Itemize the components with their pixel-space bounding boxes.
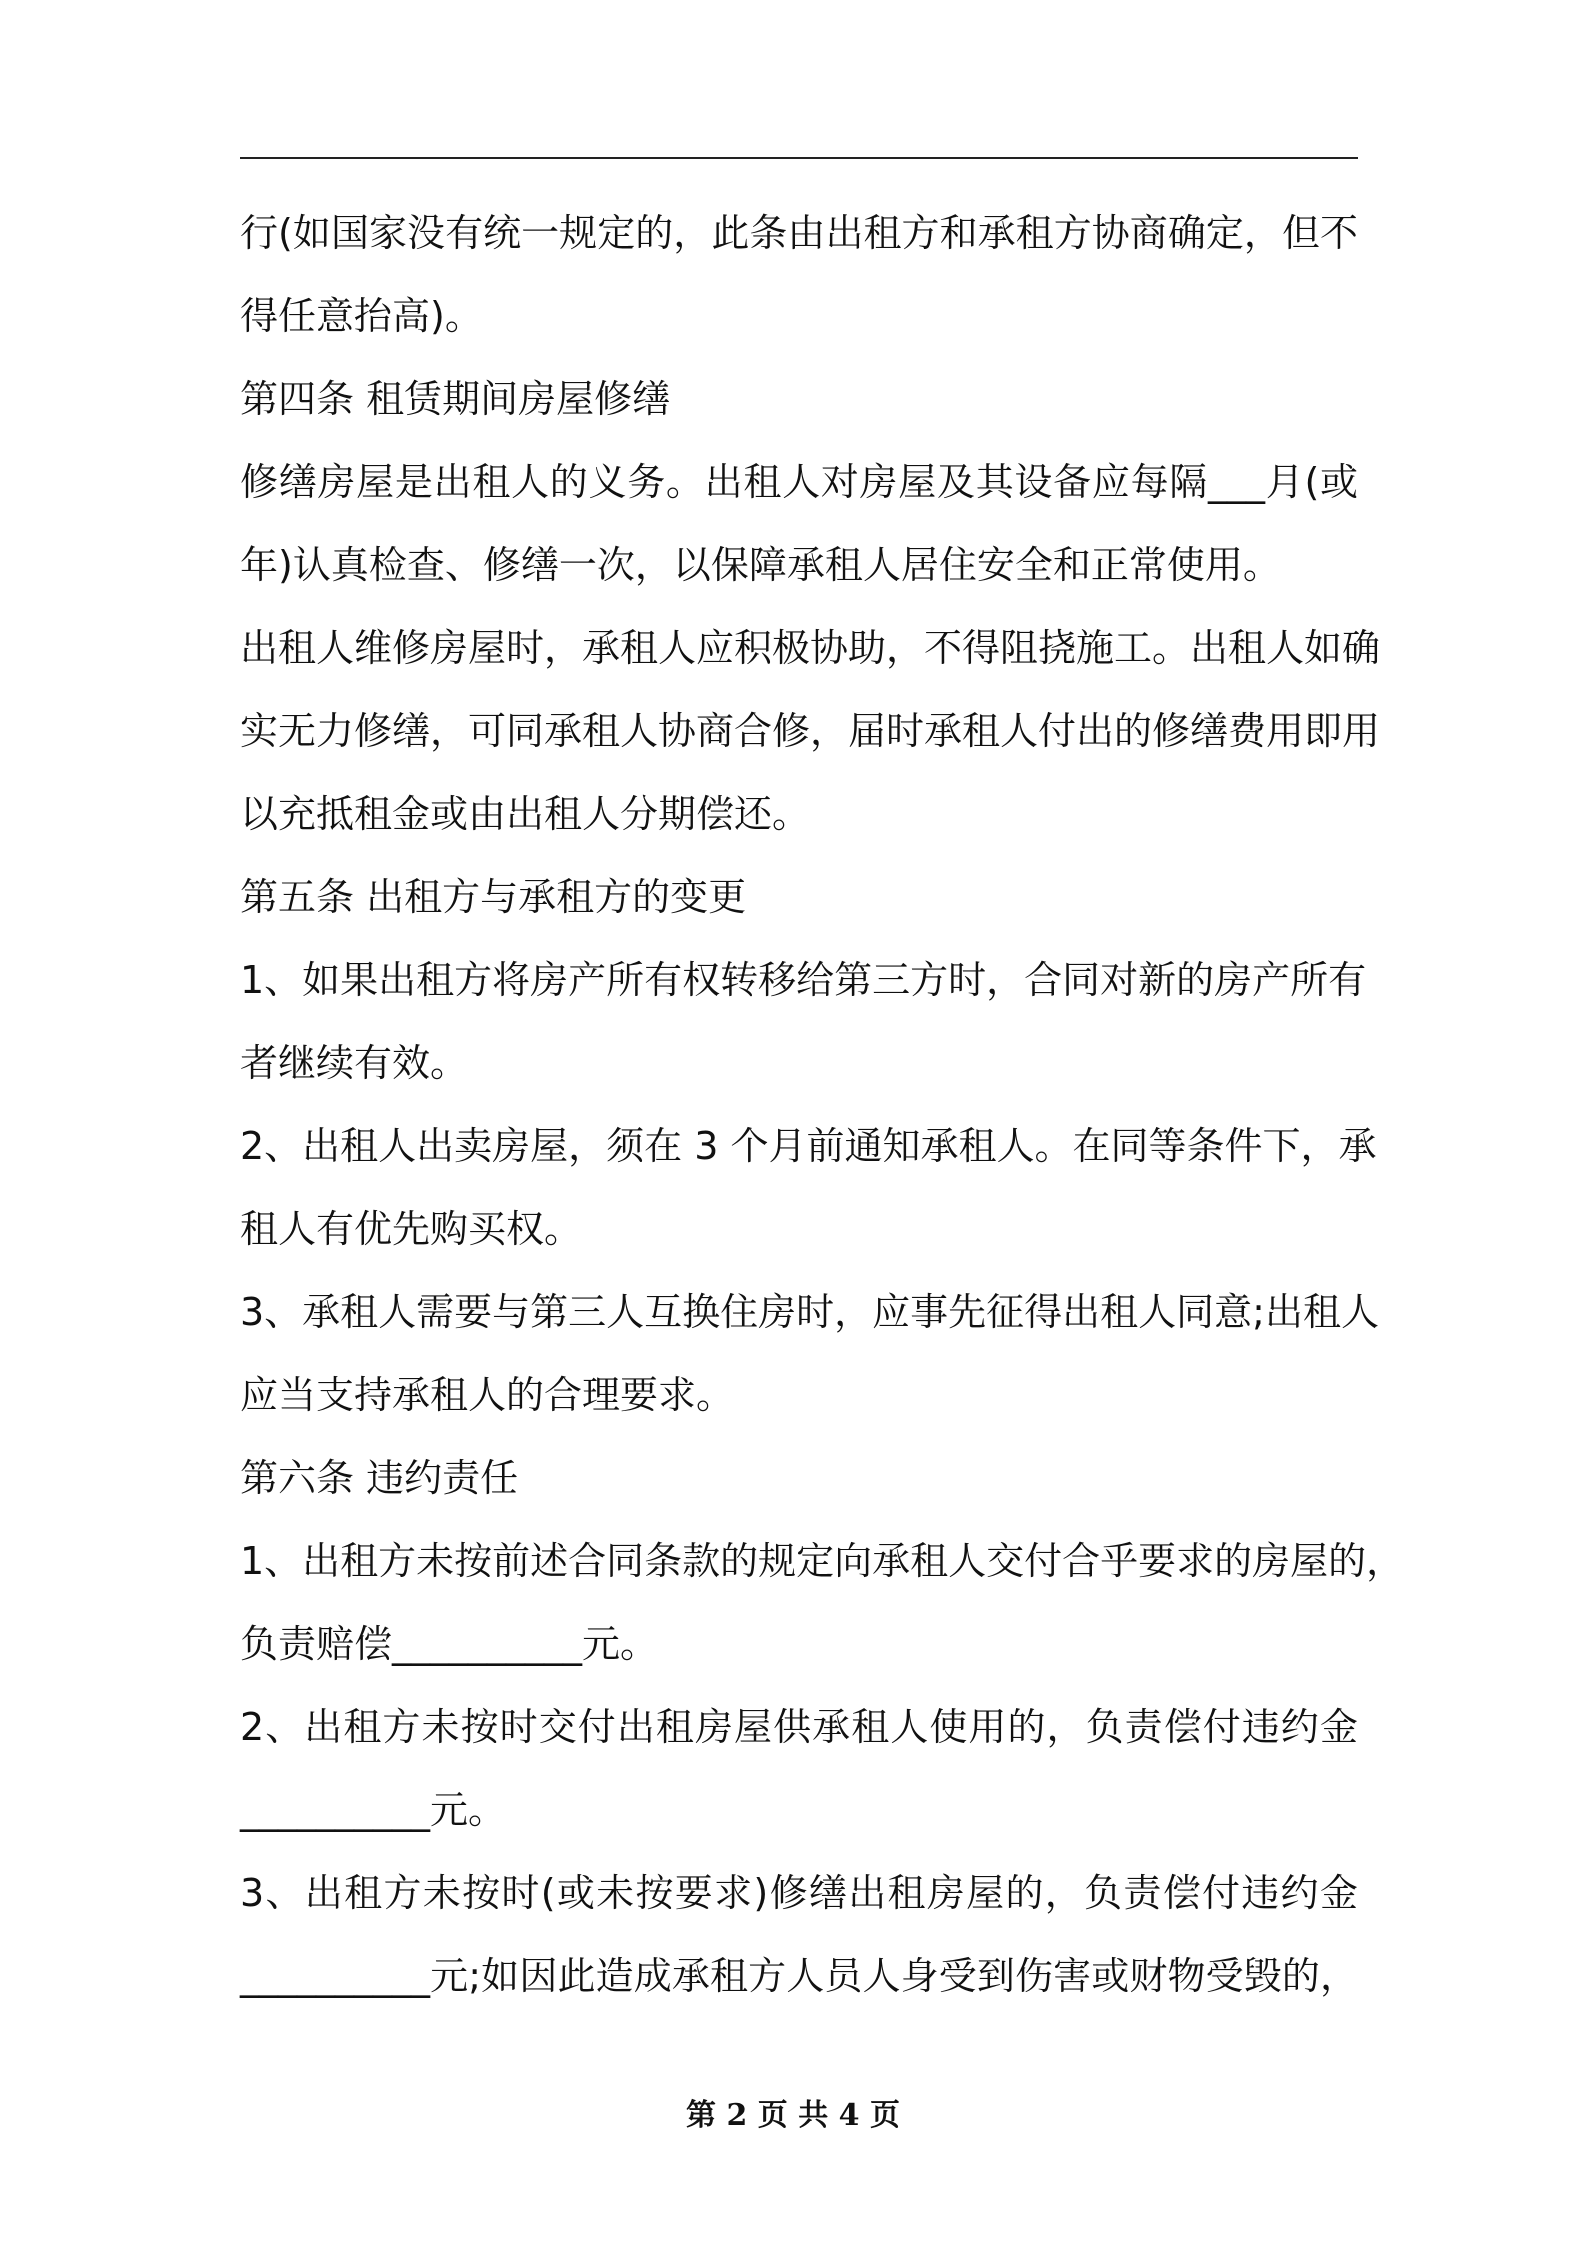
- text-line: 1、出租方未按前述合同条款的规定向承租人交付合乎要求的房屋的，: [240, 1539, 1405, 1583]
- document-body: [240, 192, 1405, 2018]
- text-line: 出租人维修房屋时，承租人应积极协助，不得阻挠施工。出租人如确: [240, 626, 1381, 670]
- text-line: 应当支持承租人的合理要求。: [240, 1373, 735, 1417]
- text-line: 年)认真检查、修缮一次，以保障承租人居住安全和正常使用。: [240, 543, 1281, 587]
- text-line: __________元;如因此造成承租方人员人身受到伤害或财物受毁的，: [240, 1954, 1358, 1998]
- text-line: 修缮房屋是出租人的义务。出租人对房屋及其设备应每隔___月(或: [240, 460, 1358, 504]
- header-rule: [240, 157, 1358, 159]
- section-heading: 第五条 出租方与承租方的变更: [240, 875, 747, 919]
- page-number: 第 2 页 共 4 页: [686, 2098, 900, 2133]
- text-line: 得任意抬高)。: [240, 294, 483, 338]
- text-line: 2、出租方未按时交付出租房屋供承租人使用的，负责偿付违约金: [240, 1705, 1358, 1749]
- text-line: 负责赔偿__________元。: [240, 1622, 659, 1666]
- text-line: 1、如果出租方将房产所有权转移给第三方时，合同对新的房产所有: [240, 958, 1367, 1002]
- text-line: 以充抵租金或由出租人分期偿还。: [240, 792, 811, 836]
- text-line: 行(如国家没有统一规定的，此条由出租方和承租方协商确定，但不: [240, 211, 1358, 255]
- text-line: 租人有优先购买权。: [240, 1207, 583, 1251]
- section-heading: 第六条 违约责任: [240, 1456, 519, 1500]
- text-line: __________元。: [240, 1788, 507, 1832]
- text-line: 3、出租方未按时(或未按要求)修缮出租房屋的，负责偿付违约金: [240, 1871, 1358, 1915]
- section-heading: 第四条 租赁期间房屋修缮: [240, 377, 671, 421]
- text-line: 2、出租人出卖房屋，须在 3 个月前通知承租人。在同等条件下，承: [240, 1124, 1377, 1168]
- text-line: 3、承租人需要与第三人互换住房时，应事先征得出租人同意;出租人: [240, 1290, 1379, 1334]
- text-line: 实无力修缮，可同承租人协商合修，届时承租人付出的修缮费用即用: [240, 709, 1381, 753]
- text-line: 者继续有效。: [240, 1041, 469, 1085]
